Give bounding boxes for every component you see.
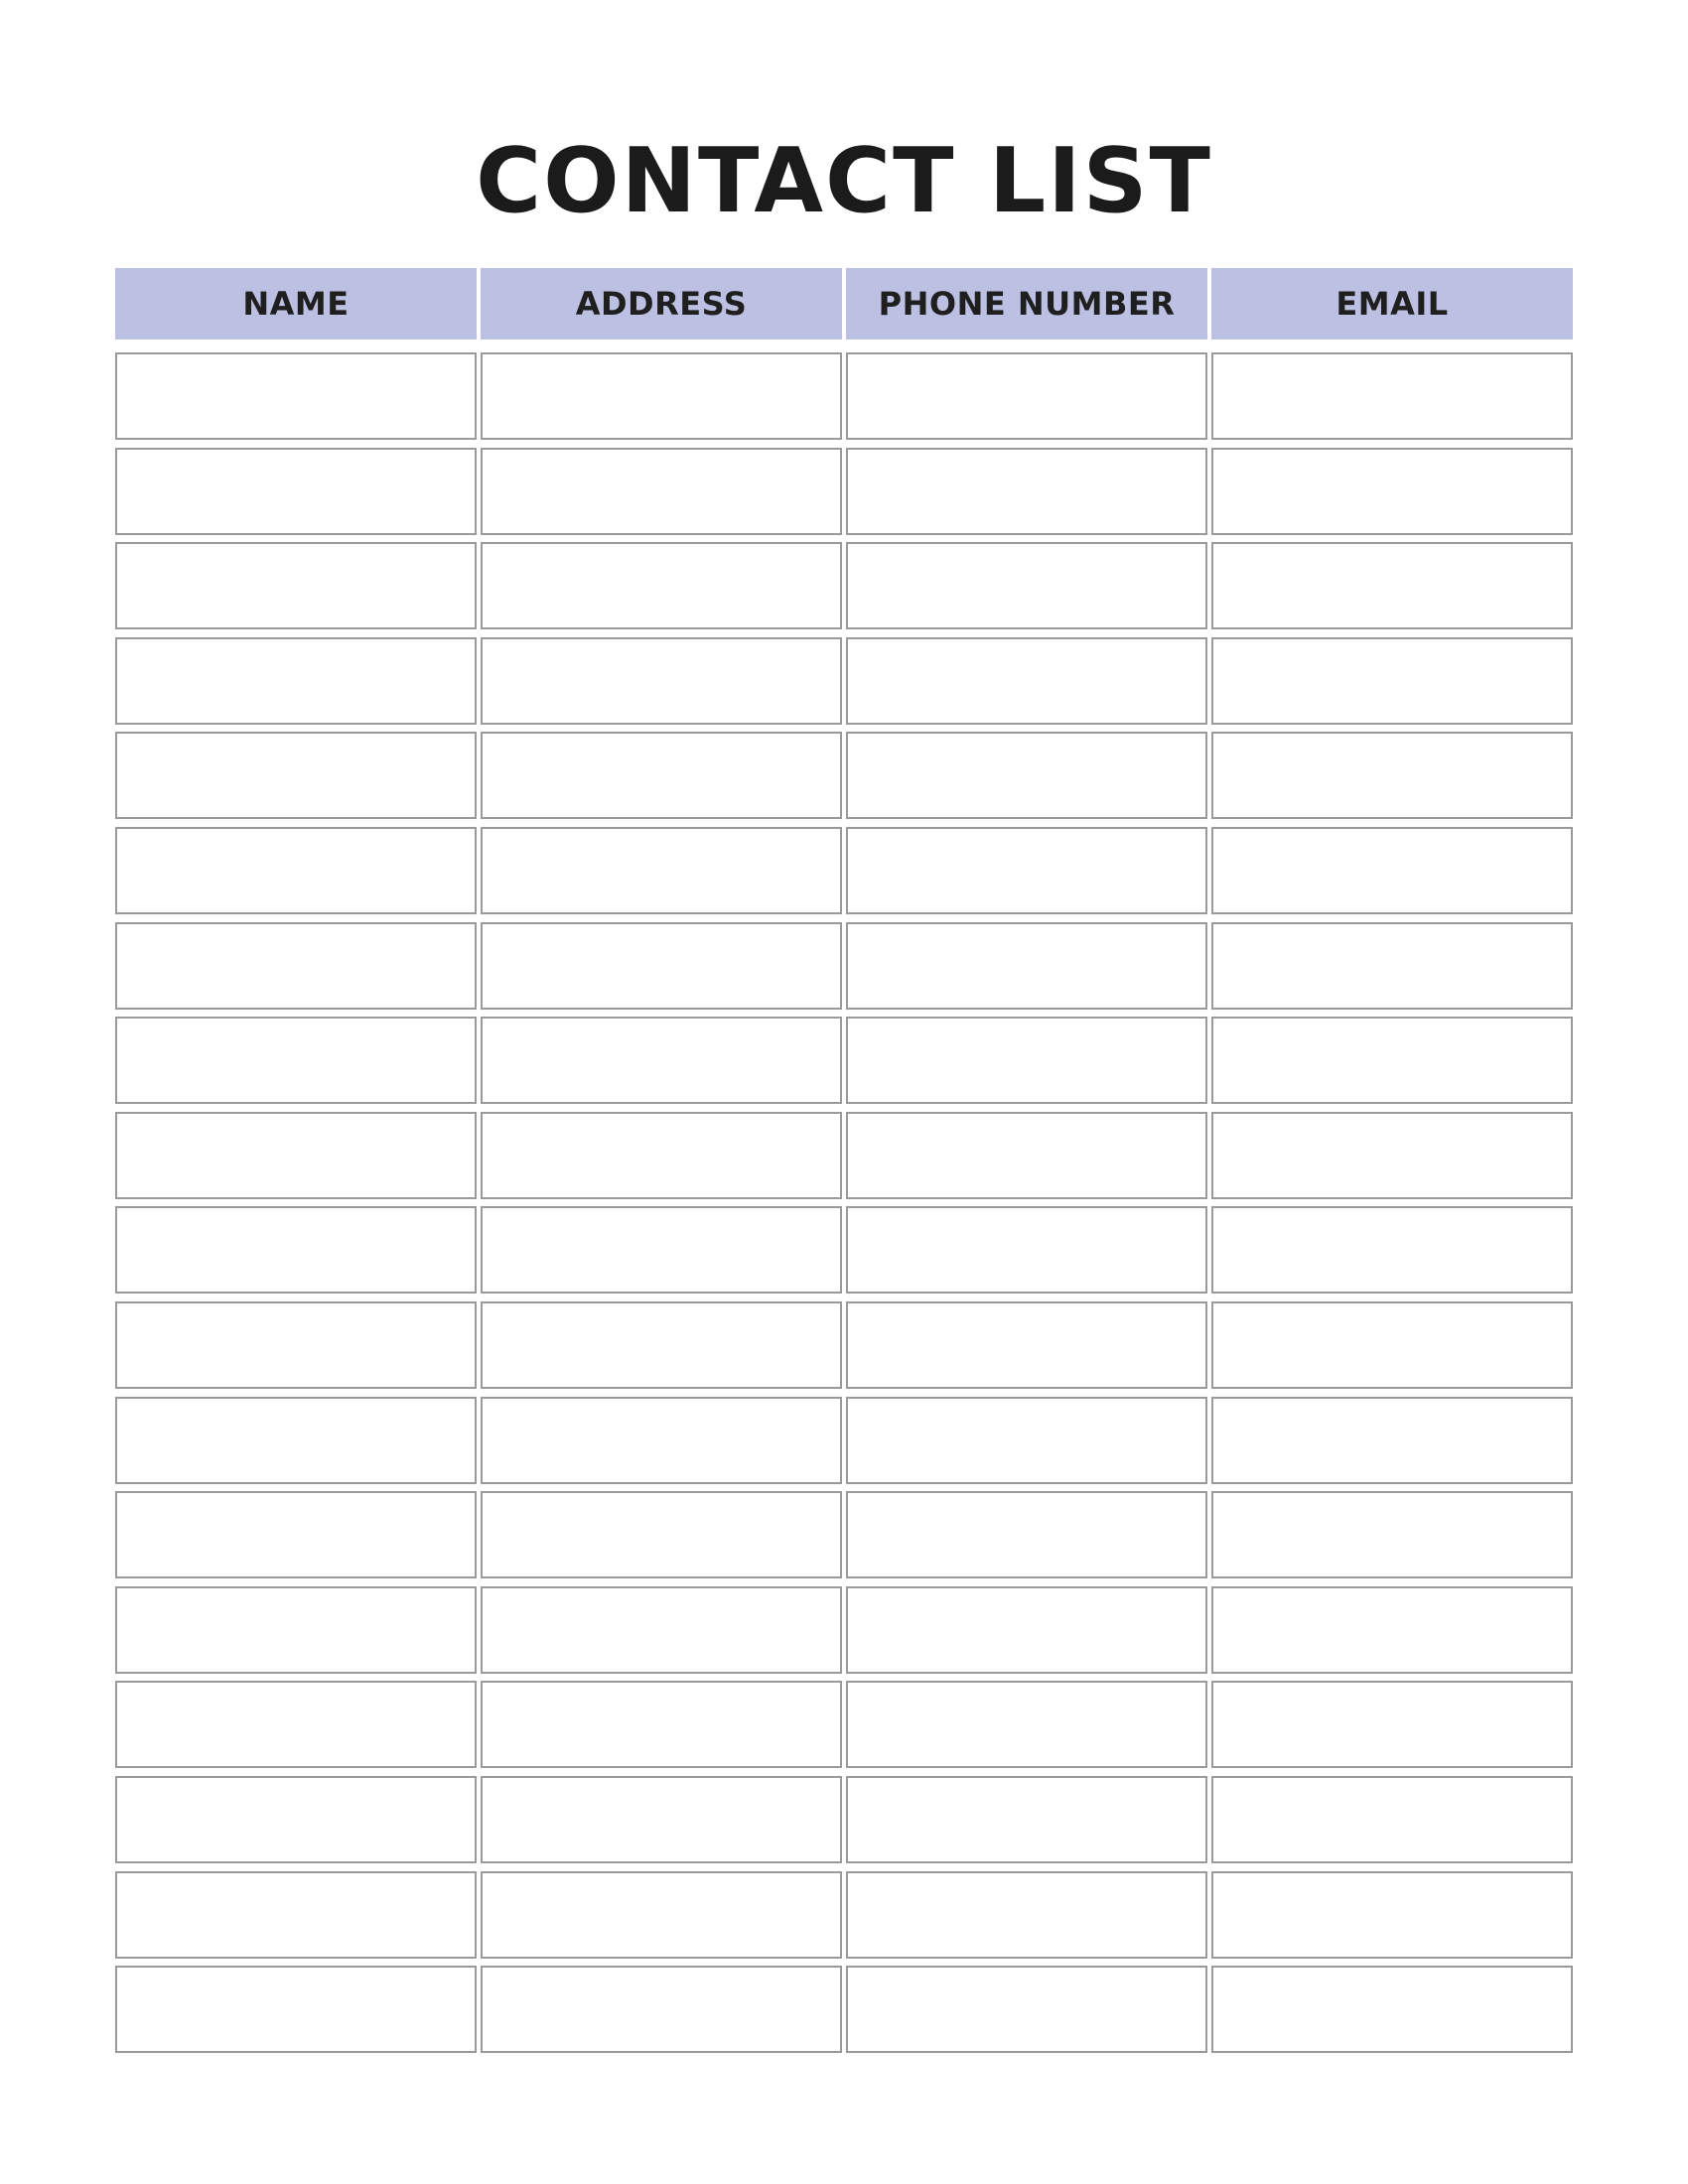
page-title: CONTACT LIST — [476, 129, 1212, 233]
entry-cell-email[interactable] — [1211, 827, 1573, 914]
entry-cell-email[interactable] — [1211, 1681, 1573, 1768]
entry-cell-phone-number[interactable] — [846, 1301, 1207, 1389]
entry-cell-phone-number[interactable] — [846, 1206, 1207, 1294]
entry-cell-name[interactable] — [115, 732, 477, 819]
entry-cell-email[interactable] — [1211, 1017, 1573, 1104]
entry-cell-phone-number[interactable] — [846, 732, 1207, 819]
entry-cell-email[interactable] — [1211, 922, 1573, 1010]
entry-cell-email[interactable] — [1211, 1966, 1573, 2053]
entry-cell-name[interactable] — [115, 352, 477, 440]
entry-cell-address[interactable] — [481, 1776, 842, 1863]
entry-cell-phone-number[interactable] — [846, 448, 1207, 535]
entry-cell-phone-number[interactable] — [846, 542, 1207, 629]
entry-cell-phone-number[interactable] — [846, 1586, 1207, 1674]
entry-cell-address[interactable] — [481, 1681, 842, 1768]
entry-cell-email[interactable] — [1211, 1776, 1573, 1863]
entry-cell-name[interactable] — [115, 1586, 477, 1674]
entry-cell-email[interactable] — [1211, 1586, 1573, 1674]
column-header-phone-number: PHONE NUMBER — [846, 268, 1207, 340]
entry-cell-phone-number[interactable] — [846, 1112, 1207, 1199]
entry-cell-name[interactable] — [115, 1776, 477, 1863]
entry-cell-name[interactable] — [115, 637, 477, 725]
entry-cell-phone-number[interactable] — [846, 1017, 1207, 1104]
entry-cell-phone-number[interactable] — [846, 1491, 1207, 1578]
entry-cell-email[interactable] — [1211, 542, 1573, 629]
entry-cell-email[interactable] — [1211, 1112, 1573, 1199]
entry-cell-name[interactable] — [115, 1871, 477, 1959]
entry-cell-name[interactable] — [115, 1397, 477, 1484]
entry-cell-address[interactable] — [481, 1301, 842, 1389]
entry-cell-address[interactable] — [481, 448, 842, 535]
entry-cell-phone-number[interactable] — [846, 637, 1207, 725]
entry-cell-name[interactable] — [115, 448, 477, 535]
entry-cell-name[interactable] — [115, 1301, 477, 1389]
entry-cell-name[interactable] — [115, 542, 477, 629]
column-header-email: EMAIL — [1211, 268, 1573, 340]
entry-cell-email[interactable] — [1211, 352, 1573, 440]
entry-cell-phone-number[interactable] — [846, 1397, 1207, 1484]
column-header-name: NAME — [115, 268, 477, 340]
entry-cell-address[interactable] — [481, 827, 842, 914]
entry-cell-phone-number[interactable] — [846, 1776, 1207, 1863]
entry-cell-address[interactable] — [481, 1586, 842, 1674]
entry-cell-name[interactable] — [115, 1491, 477, 1578]
entry-cell-name[interactable] — [115, 1017, 477, 1104]
entry-cell-address[interactable] — [481, 1491, 842, 1578]
entry-cell-phone-number[interactable] — [846, 827, 1207, 914]
entry-cell-address[interactable] — [481, 1017, 842, 1104]
entry-cell-name[interactable] — [115, 1206, 477, 1294]
entry-cell-name[interactable] — [115, 1112, 477, 1199]
entry-cell-address[interactable] — [481, 637, 842, 725]
entry-cell-email[interactable] — [1211, 448, 1573, 535]
entry-cell-phone-number[interactable] — [846, 352, 1207, 440]
entry-cell-address[interactable] — [481, 1112, 842, 1199]
entry-cell-address[interactable] — [481, 1206, 842, 1294]
entry-cell-email[interactable] — [1211, 732, 1573, 819]
entry-cell-email[interactable] — [1211, 637, 1573, 725]
entry-cell-address[interactable] — [481, 1871, 842, 1959]
entry-cell-phone-number[interactable] — [846, 1966, 1207, 2053]
entry-cell-email[interactable] — [1211, 1206, 1573, 1294]
column-header-address: ADDRESS — [481, 268, 842, 340]
entry-cell-address[interactable] — [481, 922, 842, 1010]
entry-cell-address[interactable] — [481, 1966, 842, 2053]
entry-cell-email[interactable] — [1211, 1491, 1573, 1578]
entry-cell-address[interactable] — [481, 732, 842, 819]
entry-cell-phone-number[interactable] — [846, 1871, 1207, 1959]
entry-cell-email[interactable] — [1211, 1871, 1573, 1959]
entry-cell-address[interactable] — [481, 352, 842, 440]
entry-cell-name[interactable] — [115, 1681, 477, 1768]
entry-cell-name[interactable] — [115, 922, 477, 1010]
entry-cell-phone-number[interactable] — [846, 1681, 1207, 1768]
entry-cell-address[interactable] — [481, 1397, 842, 1484]
entry-cell-email[interactable] — [1211, 1397, 1573, 1484]
entry-cell-name[interactable] — [115, 1966, 477, 2053]
entry-cell-name[interactable] — [115, 827, 477, 914]
entry-cell-email[interactable] — [1211, 1301, 1573, 1389]
entry-cell-phone-number[interactable] — [846, 922, 1207, 1010]
entry-cell-address[interactable] — [481, 542, 842, 629]
